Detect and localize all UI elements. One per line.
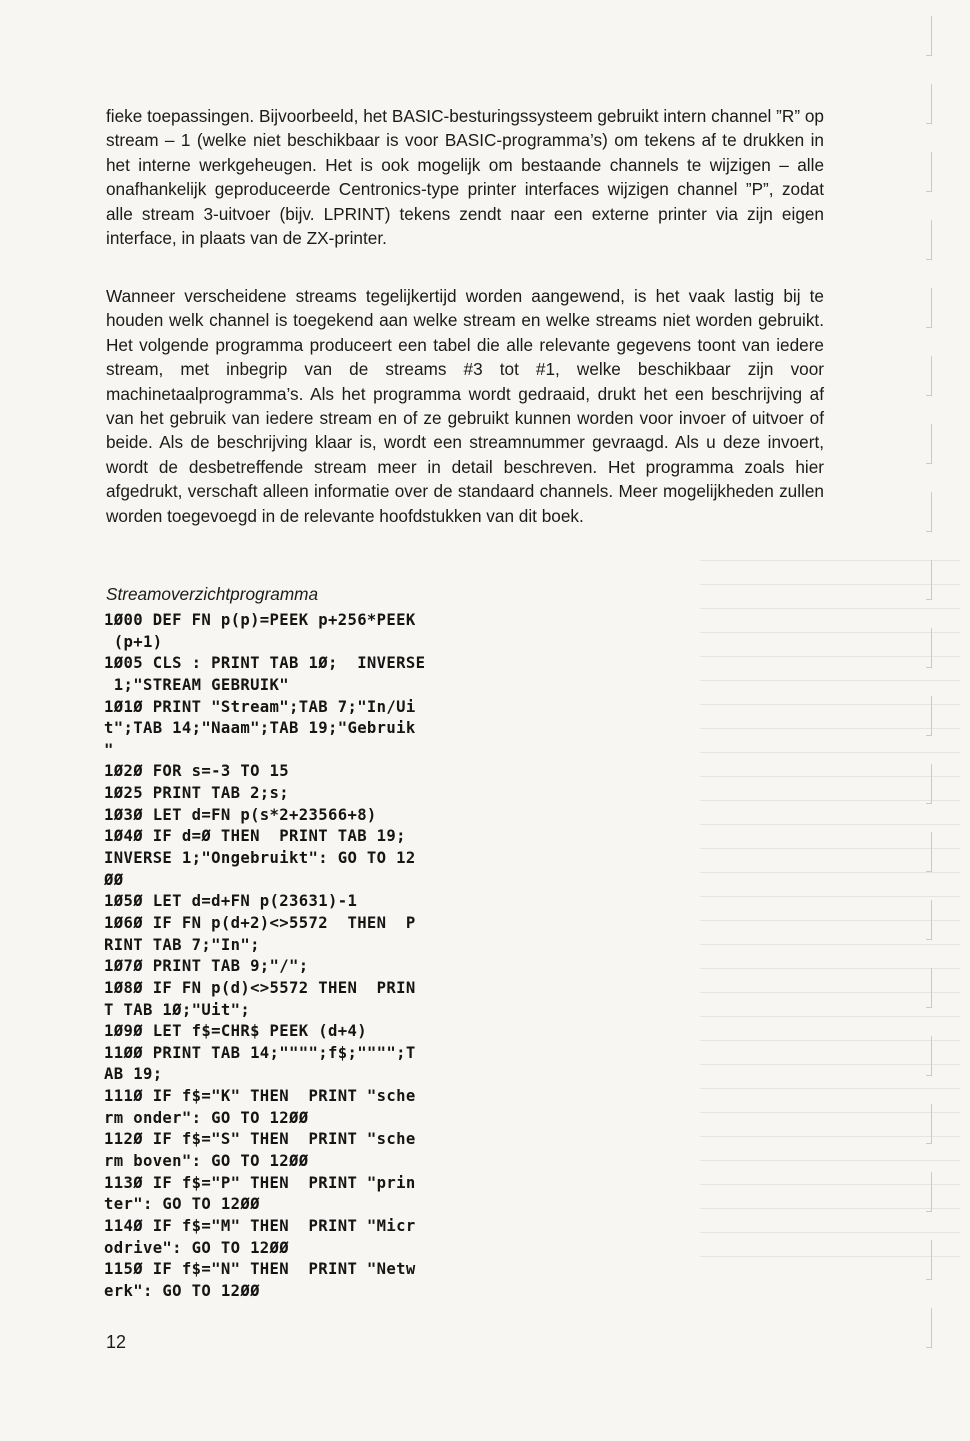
edge-mark — [926, 220, 932, 260]
code-line: RINT TAB 7;"In"; — [104, 935, 260, 954]
edge-mark — [926, 560, 932, 600]
code-line: ØØ — [104, 870, 124, 889]
code-line: 1Ø5Ø LET d=d+FN p(23631)-1 — [104, 892, 358, 911]
code-line: erk": GO TO 12ØØ — [104, 1281, 260, 1300]
page-number: 12 — [106, 1332, 127, 1352]
program-title: Streamoverzichtprogramma — [106, 584, 319, 604]
code-line: 1Ø3Ø LET d=FN p(s*2+23566+8) — [104, 805, 377, 824]
code-line: 1Ø8Ø IF FN p(d)<>5572 THEN PRIN — [104, 978, 416, 997]
edge-mark — [926, 492, 932, 532]
code-line: 1Ø9Ø LET f$=CHR$ PEEK (d+4) — [104, 1022, 367, 1041]
code-line: T TAB 1Ø;"Uit"; — [104, 1000, 251, 1019]
edge-mark — [926, 764, 932, 804]
edge-mark — [926, 1172, 932, 1212]
code-line: 113Ø IF f$="P" THEN PRINT "prin — [104, 1173, 416, 1192]
code-line: rm boven": GO TO 12ØØ — [104, 1152, 309, 1171]
code-line: INVERSE 1;"Ongebruikt": GO TO 12 — [104, 849, 416, 868]
edge-mark — [926, 628, 932, 668]
edge-mark — [926, 356, 932, 396]
code-line: 115Ø IF f$="N" THEN PRINT "Netw — [104, 1260, 416, 1279]
edge-mark — [926, 16, 932, 56]
code-line: 1;"STREAM GEBRUIK" — [104, 675, 290, 694]
basic-program-listing — [104, 610, 544, 1303]
page-edge-marks — [920, 0, 970, 1441]
edge-mark — [926, 900, 932, 940]
edge-mark — [926, 1036, 932, 1076]
code-line: (p+1) — [104, 632, 163, 651]
code-line: 1Ø6Ø IF FN p(d+2)<>5572 THEN P — [104, 913, 416, 932]
edge-mark — [926, 424, 932, 464]
body-paragraph-1: fieke toepassingen. Bijvoorbeeld, het BASIC-besturingssysteem gebruikt intern channel ”R” op stream – 1 (welke niet beschikbaar is voor BASIC-programma’s) om tekens af te drukken in het interne werkgeheugen. Het is ook mogelijk om bestaande channels te wijzigen – alle onafhankelijk geproduceerde Centronics-type printer interfaces wijzigen channel ”P”, zodat alle stream 3-uitvoer (bijv. LPRINT) tekens zendt naar een externe printer via zijn eigen interface, in plaats van de ZX-printer. — [106, 106, 824, 249]
code-line: rm onder": GO TO 12ØØ — [104, 1108, 309, 1127]
edge-mark — [926, 1240, 932, 1280]
edge-mark — [926, 1308, 932, 1348]
code-line: 112Ø IF f$="S" THEN PRINT "sche — [104, 1130, 416, 1149]
edge-mark — [926, 696, 932, 736]
code-line: 1Ø4Ø IF d=Ø THEN PRINT TAB 19; — [104, 827, 406, 846]
edge-mark — [926, 152, 932, 192]
code-line: 1Ø1Ø PRINT "Stream";TAB 7;"In/Ui — [104, 697, 416, 716]
code-line: 1Ø25 PRINT TAB 2;s; — [104, 784, 290, 803]
edge-mark — [926, 288, 932, 328]
code-line: " — [104, 740, 114, 759]
code-line: 1Ø05 CLS : PRINT TAB 1Ø; INVERSE — [104, 654, 426, 673]
edge-mark — [926, 1104, 932, 1144]
code-line: 1Ø7Ø PRINT TAB 9;"/"; — [104, 957, 309, 976]
code-line: 1Ø00 DEF FN p(p)=PEEK p+256*PEEK — [104, 611, 416, 629]
code-line: 11ØØ PRINT TAB 14;"""";f$;"""";T — [104, 1043, 416, 1062]
body-paragraph-2: Wanneer verscheidene streams tegelijkertijd worden aangewend, is het vaak lastig bij te houden welk channel is toegekend aan welke stream en welke streams niet worden gebruikt. Het volgende programma produceert een tabel die alle relevante gegevens toont van iedere stream, met inbegrip van de streams #3 tot #1, welke beschikbaar zijn voor machinetaalprogramma’s. Als het programma wordt gedraaid, drukt het een beschrijving af van het gebruik van iedere stream en of ze gebruikt kunnen worden voor invoer of uitvoer of beide. Als de beschrijving klaar is, wordt een streamnummer gevraagd. Als u deze invoert, wordt de desbetreffende stream meer in detail beschreven. Het programma zoals hier afgedrukt, verschaft alleen informatie over de standaard channels. Meer mogelijkheden zullen worden toegevoegd in de relevante hoofdstukken van dit boek. — [106, 286, 824, 526]
code-line: ter": GO TO 12ØØ — [104, 1195, 260, 1214]
edge-mark — [926, 968, 932, 1008]
code-line: 114Ø IF f$="M" THEN PRINT "Micr — [104, 1216, 416, 1235]
edge-mark — [926, 832, 932, 872]
code-line: 1Ø2Ø FOR s=-3 TO 15 — [104, 762, 290, 781]
code-line: odrive": GO TO 12ØØ — [104, 1238, 290, 1257]
edge-mark — [926, 84, 932, 124]
code-line: t";TAB 14;"Naam";TAB 19;"Gebruik — [104, 719, 416, 738]
code-line: 111Ø IF f$="K" THEN PRINT "sche — [104, 1087, 416, 1106]
code-line: AB 19; — [104, 1065, 163, 1084]
